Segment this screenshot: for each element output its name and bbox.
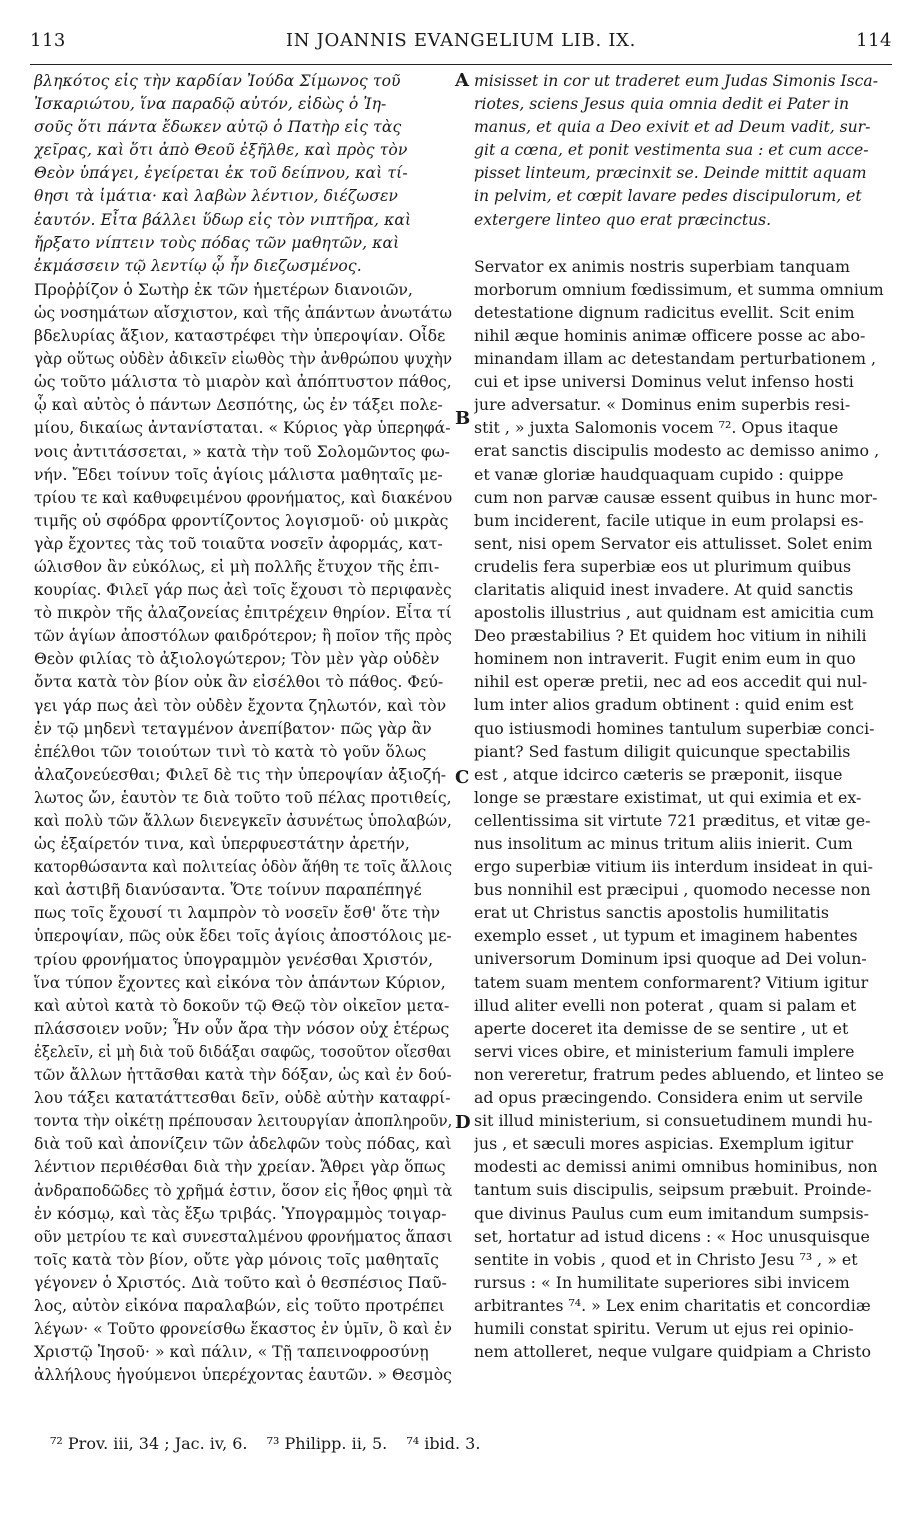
greek-commentary-line: ὑπεροψίαν, πῶς οὐκ ἔδει τοῖς ἁγίοις ἀποστόλοις με-: [34, 926, 452, 946]
latin-commentary-line: non vereretur, fratrum pedes abluendo, et linteo se: [474, 1064, 884, 1084]
latin-commentary-line: tatem suam mentem conformarent? Vitium igitur: [474, 972, 869, 992]
greek-commentary-line: ἐν τῷ μηδενὶ τεταγμένον ἀνεπίβατον· πῶς γὰρ ἂν: [34, 718, 432, 738]
greek-scripture-block: [34, 70, 452, 278]
greek-scripture-line: ἑαυτόν. Εἶτα βάλλει ὕδωρ εἰς τὸν νιπτῆρα, καὶ: [34, 210, 412, 229]
greek-commentary-line: Θεὸν φιλίας τὸ ἀξιολογώτερον; Τὸν μὲν γὰρ οὐδὲν: [34, 649, 440, 669]
latin-commentary-line: jure adversatur. « Dominus enim superbis resi-: [474, 395, 851, 415]
greek-scripture-line: Ἰσκαριώτου, ἵνα παραδῷ αὐτόν, εἰδὼς ὁ Ἰη-: [34, 95, 387, 114]
greek-commentary-line: καὶ πολὺ τῶν ἄλλων διενεγκεῖν ἀσυνέτως ὑπολαβών,: [34, 811, 452, 830]
latin-commentary-line: cum non parvæ causæ essent quibus in hunc mor-: [474, 487, 878, 507]
latin-commentary-line: nihil est operæ pretii, nec ad eos accedit qui nul-: [474, 672, 868, 692]
greek-commentary-line: κατορθώσαντα καὶ πολιτείας ὁδὸν ἄήθη τε τοῖς ἄλλοις: [34, 857, 452, 877]
latin-commentary-line: lum inter alios gradum obtinent : quid enim est: [474, 695, 854, 715]
section-gap: [474, 232, 884, 255]
greek-commentary-line: οῦν μετρίου τε καὶ συνεσταλμένου φρονήματος ἅπασι: [34, 1226, 453, 1246]
latin-commentary-line: modesti ac demissi animi omnibus hominibus, non: [474, 1157, 878, 1177]
greek-commentary-line: ᾧ καὶ αὐτὸς ὁ πάντων Δεσπότης, ὡς ἐν τάξει πολε-: [34, 395, 443, 415]
greek-commentary-line: τιμῆς οὐ σφόδρα φροντίζοντος λογισμοῦ· οὐ μικρὰς: [34, 510, 449, 530]
latin-commentary-line: minandam illam ac detestandam perturbationem ,: [474, 349, 876, 369]
greek-commentary-line: λέντιον περιθέσθαι διὰ τὴν χρείαν. Ἄθρει γὰρ ὅπως: [34, 1157, 446, 1177]
greek-commentary-line: γει γάρ πως ἀεὶ τὸν οὐδὲν ἔχοντα ζηλωτόν, καὶ τὸν: [34, 695, 447, 715]
latin-commentary-line: exemplo esset , ut typum et imaginem habentes: [474, 926, 858, 946]
greek-commentary-block: [34, 278, 452, 1387]
latin-commentary-line: erat sanctis discipulis modesto ac demisso animo ,: [474, 441, 880, 461]
latin-commentary-line: aperte doceret ita demisse de se sentire , ut et: [474, 1018, 849, 1038]
greek-commentary-line: ὡς τοῦτο μάλιστα τὸ μιαρὸν καὶ ἀπόπτυστον πάθος,: [34, 372, 452, 392]
greek-commentary-line: τοντα τὴν οἰκέτῃ πρέπουσαν λειτουργίαν ἀποπληροῦν,: [34, 1111, 452, 1131]
latin-commentary-line: sentite in vobis , quod et in Christo Jesu ⁷³ , » et: [474, 1249, 858, 1269]
greek-commentary-line: λωτος ὤν, ἑαυτὸν τε διὰ τοῦτο τοῦ πέλας προτιθείς,: [34, 787, 452, 807]
greek-commentary-line: κουρίας. Φιλεῖ γάρ πως ἀεὶ τοῖς ἔχουσι τὸ περιφανὲς: [34, 580, 452, 600]
latin-commentary-line: jus , et sæculi mores aspicias. Exemplum igitur: [474, 1134, 854, 1154]
footnote-73: ⁷³ Philipp. ii, 5.: [266, 1434, 388, 1453]
greek-commentary-line: τρίου φρονήματος ὑπογραμμὸν γενέσθαι Χριστόν,: [34, 949, 434, 969]
latin-column: [474, 70, 884, 1363]
running-title: IN JOANNIS EVANGELIUM LIB. IX.: [285, 30, 637, 51]
greek-commentary-line: γὰρ οὕτως οὐδὲν ἀδικεῖν εἰωθὸς τὴν ἀνθρώπου ψυχὴν: [34, 349, 453, 369]
margin-letter-d: D: [455, 1112, 471, 1133]
greek-scripture-line: χεῖρας, καὶ ὅτι ἀπὸ Θεοῦ ἐξῆλθε, καὶ πρὸς τὸν: [34, 141, 408, 160]
latin-commentary-line: Servator ex animis nostris superbiam tanquam: [474, 256, 850, 276]
greek-scripture-line: θησι τὰ ἱμάτια· καὶ λαβὼν λέντιον, διέζωσεν: [34, 187, 399, 206]
latin-scripture-line: extergere linteo quo erat præcinctus.: [474, 210, 772, 229]
latin-commentary-line: que divinus Paulus cum eum imitandum sumpsis-: [474, 1203, 869, 1223]
latin-commentary-line: illud aliter evelli non poterat , quam si palam et: [474, 995, 857, 1015]
greek-column: [34, 70, 452, 1386]
latin-commentary-line: universorum Dominum ipsi quoque ad Dei volun-: [474, 949, 867, 969]
latin-scripture-line: manus, et quia a Deo exivit et ad Deum vadit, sur-: [474, 118, 871, 137]
latin-commentary-line: et vanæ gloriæ haudquaquam cupido : quippe: [474, 464, 844, 484]
latin-commentary-line: Deo præstabilius ? Et quidem hoc vitium in nihili: [474, 626, 867, 646]
margin-letter-c: C: [455, 767, 470, 788]
greek-commentary-line: λος, αὐτὸν εἰκόνα παραλαβών, εἰς τοῦτο προτρέπει: [34, 1295, 445, 1315]
latin-commentary-line: cellentissima sit virtute 721 præditus, et vitæ ge-: [474, 810, 871, 830]
greek-commentary-line: μίου, δικαίως ἀντανίσταται. « Κύριος γὰρ ὑπερηφά-: [34, 418, 451, 438]
greek-commentary-line: λου τάξει κατατάττεσθαι δεῖν, οὐδὲ αὐτὴν καταφρί-: [34, 1088, 451, 1108]
latin-scripture-line: git a cœna, et ponit vestimenta sua : et cum acce-: [474, 141, 869, 160]
latin-commentary-line: longe se præstare existimat, ut qui eximia et ex-: [474, 787, 862, 807]
greek-scripture-line: Θεὸν ὑπάγει, ἐγείρεται ἐκ τοῦ δείπνου, καὶ τί-: [34, 164, 408, 183]
latin-commentary-line: est , atque idcirco cæteris se præponit, iisque: [474, 764, 843, 784]
greek-commentary-line: ὄντα κατὰ τὸν βίον οὐκ ἂν εἰσέλθοι τὸ πάθος. Φεύ-: [34, 672, 444, 692]
greek-commentary-line: τρίου τε καὶ καθυφειμένου φρονήματος, καὶ διακένου: [34, 487, 452, 507]
greek-commentary-line: βδελυρίας ἄξιον, καταστρέφει τὴν ὑπεροψίαν. Οἶδε: [34, 326, 446, 346]
greek-commentary-line: γὰρ ἔχοντες τὰς τοῦ τοιαῦτα νοσεῖν ἀφορμάς, κατ-: [34, 533, 443, 553]
greek-commentary-line: ἵνα τύπον ἔχοντες καὶ εἰκόνα τὸν ἁπάντων Κύριον,: [34, 972, 446, 992]
footnote-72: ⁷² Prov. iii, 34 ; Jac. iv, 6.: [50, 1434, 248, 1453]
latin-commentary-line: tantum suis discipulis, seipsum præbuit. Proinde-: [474, 1180, 872, 1200]
greek-commentary-line: τῶν ἄλλων ἡττᾶσθαι κατὰ τὴν δόξαν, ὡς καὶ ἐν δού-: [34, 1065, 452, 1085]
greek-commentary-line: καὶ αὐτοὶ κατὰ τὸ δοκοῦν τῷ Θεῷ τὸν οἰκεῖον μετα-: [34, 995, 450, 1015]
latin-commentary-line: detestatione dignum radicitus evellit. Scit enim: [474, 302, 855, 322]
latin-commentary-line: piant? Sed fastum diligit quicunque spectabilis: [474, 741, 851, 761]
latin-commentary-line: nem attolleret, neque vulgare quidpiam a Christo: [474, 1342, 871, 1362]
latin-commentary-line: hominem non intraverit. Fugit enim eum in quo: [474, 649, 856, 669]
greek-commentary-line: λέγων· « Τοῦτο φρονείσθω ἕκαστος ἐν ὑμῖν, ὃ καὶ ἐν: [34, 1319, 452, 1339]
latin-commentary-line: ad opus præcingendo. Considera enim ut servile: [474, 1088, 863, 1108]
page-number-left: 113: [30, 30, 66, 51]
latin-commentary-line: bus nonnihil est præcipui , quomodo necesse non: [474, 880, 871, 900]
latin-commentary-line: arbitrantes ⁷⁴. » Lex enim charitatis et concordiæ: [474, 1295, 871, 1315]
latin-commentary-line: crudelis fera superbiæ eos ut plurimum quibus: [474, 556, 852, 576]
latin-scripture-line: riotes, sciens Jesus quia omnia dedit ei Pater in: [474, 95, 850, 114]
greek-commentary-line: τῶν ἁγίων ἀποστόλων φαιδρότερον; ἢ ποῖον τῆς πρὸς: [34, 626, 452, 646]
greek-commentary-line: Χριστῷ Ἰησοῦ· » καὶ πάλιν, « Τῇ ταπεινοφροσύνῃ: [34, 1342, 429, 1362]
greek-commentary-line: ὡς ἐξαίρετόν τινα, καὶ ὑπερφυεστάτην ἀρετήν,: [34, 834, 410, 854]
greek-commentary-line: ἀλαζονεύεσθαι; Φιλεῖ δὲ τις τὴν ὑπεροψίαν ἀξιοζή-: [34, 764, 447, 784]
latin-commentary-line: ergo superbiæ vitium iis interdum insideat in qui-: [474, 857, 873, 877]
greek-commentary-line: γέγονεν ὁ Χριστός. Διὰ τοῦτο καὶ ὁ θεσπέσιος Παῦ-: [34, 1272, 447, 1292]
latin-commentary-line: morborum omnium fœdissimum, et summa omnium: [474, 279, 884, 299]
greek-commentary-line: ἀλλήλους ἡγούμενοι ὑπερέχοντας ἑαυτῶν. » Θεσμὸς: [34, 1365, 452, 1385]
latin-scripture-block: [474, 70, 884, 232]
latin-commentary-line: quo istiusmodi homines tantulum superbiæ conci-: [474, 718, 875, 738]
greek-commentary-line: πλάσσοιεν νοῦν; Ἦν οὖν ἄρα τὴν νόσον οὐχ ἑτέρως: [34, 1018, 450, 1038]
latin-commentary-line: cui et ipse universi Dominus velut infenso hosti: [474, 372, 854, 392]
greek-commentary-line: καὶ ἀστιβῆ διανύσαντα. Ὅτε τοίνυν παραπέπηγέ: [34, 880, 422, 900]
greek-commentary-line: ἐξελεῖν, εἰ μὴ διὰ τοῦ διδάξαι σαφῶς, τοσοῦτον οἴεσθαι: [34, 1041, 452, 1061]
latin-scripture-line: misisset in cor ut traderet eum Judas Simonis Isca-: [474, 72, 878, 90]
greek-commentary-line: τὸ πικρὸν τῆς ἀλαζονείας ἐπιτρέχειν θηρίον. Εἶτα τί: [34, 603, 452, 623]
greek-scripture-line: βληκότος εἰς τὴν καρδίαν Ἰούδα Σίμωνος τοῦ: [34, 72, 401, 90]
greek-commentary-line: ἀνδραποδῶδες τὸ χρῆμά ἐστιν, ὅσον εἰς ἦθος φημὶ τὰ: [34, 1180, 452, 1200]
page-header: [30, 30, 892, 60]
greek-commentary-line: νοις ἀντιτάσσεται, » κατὰ τὴν τοῦ Σολομῶντος φω-: [34, 441, 450, 461]
margin-letter-a: A: [455, 70, 469, 91]
footnotes: [50, 1434, 880, 1453]
latin-commentary-line: nihil æque hominis animæ officere posse ac abo-: [474, 325, 866, 345]
header-rule: [30, 64, 892, 65]
greek-commentary-line: Προῤῥίζον ὁ Σωτὴρ ἐκ τῶν ἡμετέρων διανοιῶν,: [34, 279, 413, 299]
margin-letter-b: B: [455, 408, 471, 429]
latin-commentary-line: stit , » juxta Salomonis vocem ⁷². Opus itaque: [474, 418, 839, 438]
greek-commentary-line: ὡς νοσημάτων αἴσχιστον, καὶ τῆς ἁπάντων ἀνωτάτω: [34, 302, 452, 322]
latin-commentary-line: humili constat spiritu. Verum ut ejus rei opinio-: [474, 1318, 854, 1338]
greek-commentary-line: ἐπέλθοι τῶν τοιούτων τινὶ τὸ κατὰ τὸ γοῦν ὅλως: [34, 741, 427, 761]
greek-commentary-line: πως τοῖς ἔχουσί τι λαμπρὸν τὸ νοσεῖν ἔσθ' ὅτε τὴν: [34, 903, 441, 923]
greek-scripture-line: ἐκμάσσειν τῷ λεντίῳ ᾧ ἦν διεζωσμένος.: [34, 256, 362, 275]
latin-commentary-line: sent, nisi opem Servator eis attulisset. Solet enim: [474, 533, 873, 553]
greek-scripture-line: ἤρξατο νίπτειν τοὺς πόδας τῶν μαθητῶν, καὶ: [34, 233, 400, 252]
greek-scripture-line: σοῦς ὅτι πάντα ἔδωκεν αὐτῷ ὁ Πατὴρ εἰς τὰς: [34, 118, 402, 137]
greek-commentary-line: νήν. Ἔδει τοίνυν τοῖς ἁγίοις μάλιστα μαθηταῖς με-: [34, 464, 443, 484]
footnote-74: ⁷⁴ ibid. 3.: [406, 1434, 481, 1453]
latin-commentary-block: [474, 255, 884, 1364]
latin-commentary-line: apostolis illustrius , aut quidnam est amicitia cum: [474, 603, 874, 623]
page-number-right: 114: [856, 30, 892, 51]
latin-commentary-line: servi vices obire, et ministerium famuli implere: [474, 1041, 855, 1061]
latin-scripture-line: pisset linteum, præcinxit se. Deinde mittit aquam: [474, 164, 867, 183]
greek-commentary-line: τοῖς κατὰ τὸν βίον, οὔτε γὰρ μόνοις τοῖς μαθηταῖς: [34, 1249, 439, 1269]
latin-commentary-line: bum inciderent, facile utique in eum prolapsi es-: [474, 510, 864, 530]
latin-commentary-line: nus insolitum ac minus tritum aliis inierit. Cum: [474, 834, 853, 853]
latin-commentary-line: sit illud ministerium, si consuetudinem mundi hu-: [474, 1111, 873, 1131]
greek-commentary-line: ἐν κόσμῳ, καὶ τὰς ἔξω τριβάς. Ὑπογραμμὸς τοιγαρ-: [34, 1203, 447, 1223]
latin-commentary-line: claritatis aliquid inest invadere. At quid sanctis: [474, 579, 854, 599]
latin-commentary-line: set, hortatur ad istud dicens : « Hoc unusquisque: [474, 1226, 870, 1246]
latin-scripture-line: in pelvim, et cœpit lavare pedes discipulorum, et: [474, 187, 862, 206]
greek-commentary-line: ώλισθον ἂν εὐκόλως, εἰ μὴ πολλῆς ἔτυχον τῆς ἐπι-: [34, 556, 440, 576]
greek-commentary-line: διὰ τοῦ καὶ ἀπονίζειν τῶν ἀδελφῶν τοὺς πόδας, καὶ: [34, 1134, 452, 1154]
latin-commentary-line: rursus : « In humilitate superiores sibi invicem: [474, 1272, 850, 1292]
latin-commentary-line: erat ut Christus sanctis apostolis humilitatis: [474, 903, 829, 923]
